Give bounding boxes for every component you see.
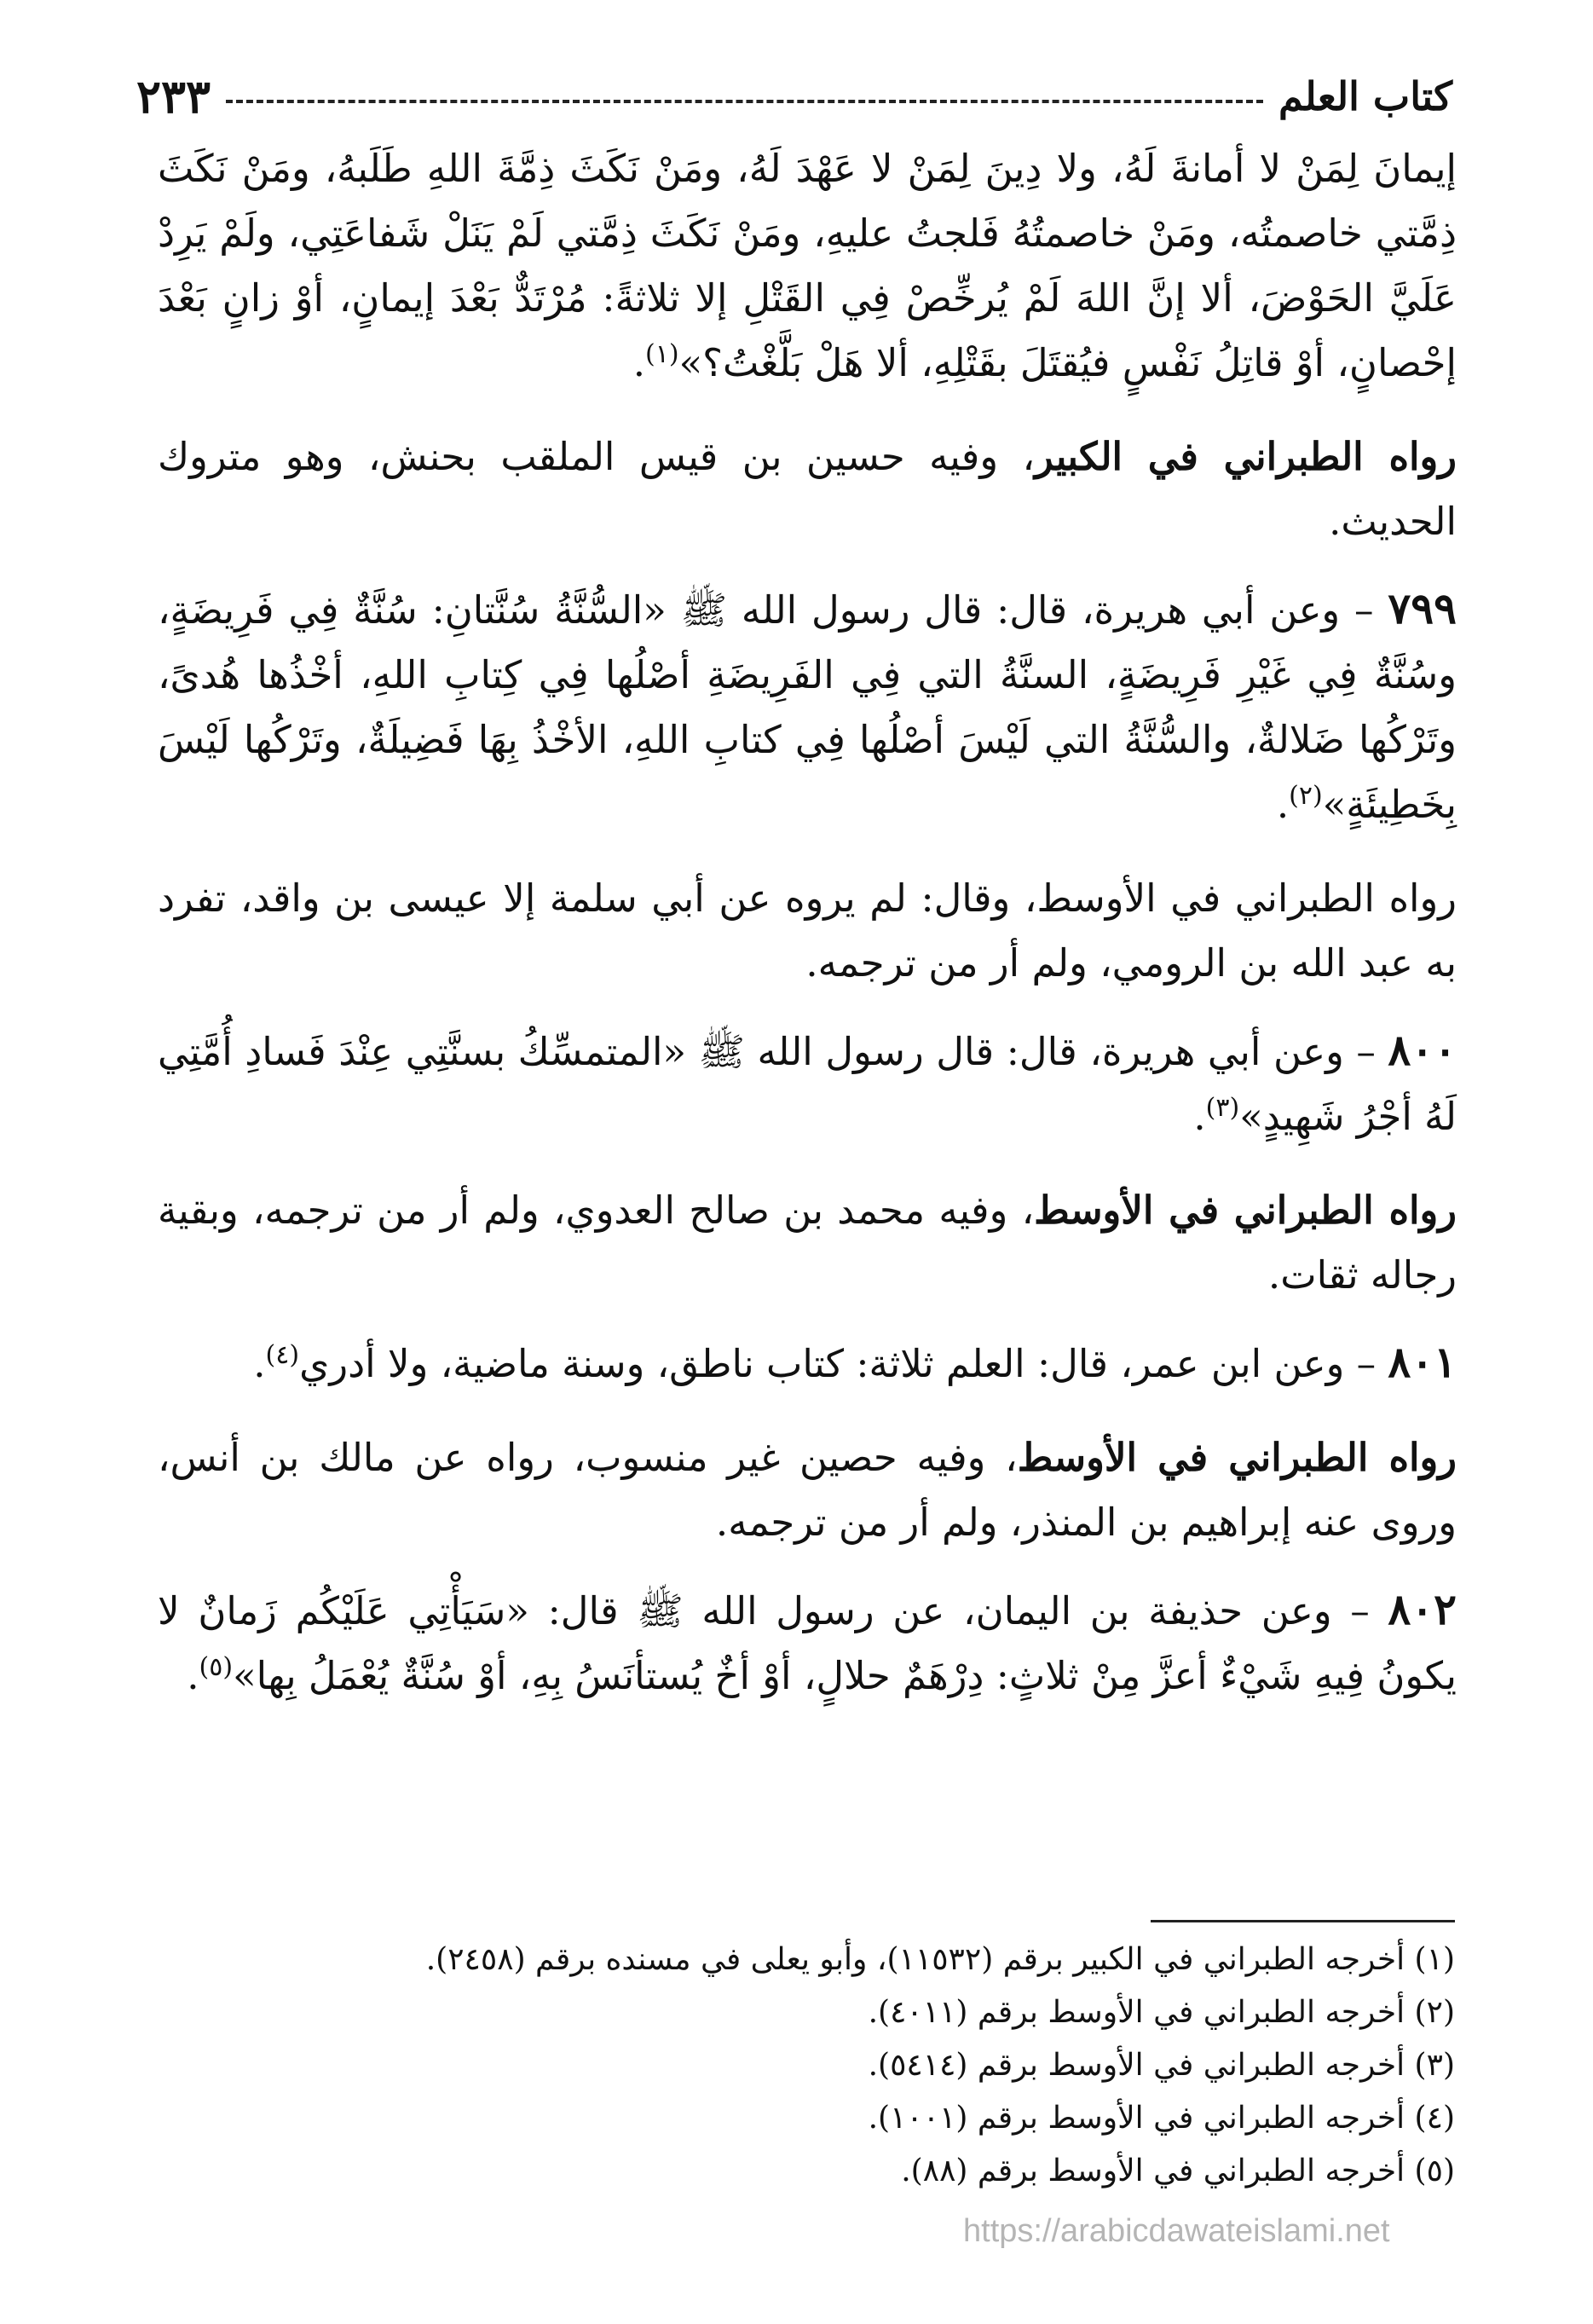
source-name: رواه الطبراني في الأوسط: [1034, 1188, 1457, 1233]
footnote-4: (٤) أخرجه الطبراني في الأوسط برقم (١٠٠١).: [868, 2101, 1455, 2136]
hadith-799: ٧٩٩ – وعن أبي هريرة، قال: قال رسول الله ﷺ «السُّنَّةُ سُنَّتانِ: سُنَّةٌ فِي فَرِيضَةٍ، وسُنَّةٌ فِي غَيْرِ فَرِيضَةٍ، السنَّةُ التي فِي الفَرِيضَةِ أصْلُها فِي كِتابِ اللهِ، أخْذُها هُدىً، وتَرْكُها ضَلالةٌ، والسُّنَّةُ التي لَيْسَ أصْلُها فِي كتابِ اللهِ، الأخْذُ بِهَا فَضِيلَةٌ، وتَرْكُها لَيْسَ بِخَطِيئَةٍ»$^{(٢)}$.: [158, 583, 1457, 827]
takhrij-note: [158, 1178, 1457, 1308]
hadith-text: – وعن حذيفة بن اليمان، عن رسول الله ﷺ قال: «سَيَأْتِي عَلَيْكُم زَمانٌ لا يكونُ فِيهِ شَيْءٌ أعزَّ مِنْ ثلاثٍ: دِرْهَمٌ حلالٍ، أوْ أخٌ يُستأنَسُ بِهِ، أوْ سُنَّةٌ يُعْمَلُ بِها»: [158, 1588, 1457, 1698]
hadith-text: – وعن ابن عمر، قال: العلم ثلاثة: كتاب ناطق، وسنة ماضية، ولا أدري: [299, 1341, 1377, 1386]
footnote-3: (٣) أخرجه الطبراني في الأوسط برقم (٥٤١٤).: [868, 2048, 1455, 2083]
hadith-number: ٧٩٩: [1388, 583, 1457, 633]
takhrij-text: ، وفيه حصين غير منسوب، رواه عن مالك بن أنس، وروى عنه إبراهيم بن المنذر، ولم أر من ترجمه.: [158, 1435, 1457, 1545]
header-dash-rule: [226, 100, 1263, 103]
takhrij-note: [158, 1425, 1457, 1555]
footnote-separator: [1151, 1920, 1455, 1922]
footnote-ref: (١): [645, 339, 679, 369]
hadith-text: إيمانَ لِمَنْ لا أمانةَ لَهُ، ولا دِينَ لِمَنْ لا عَهْدَ لَهُ، ومَنْ نَكَثَ ذِمَّةَ اللهِ طَلَبهُ، ومَنْ نَكَثَ ذِمَّتي خاصمتُه، ومَنْ خاصمتُهُ فَلجتُ عليهِ، ومَنْ نَكَثَ ذِمَّتي لَمْ يَنَلْ شَفاعَتِي، ولَمْ يَرِدْ عَلَيَّ الحَوْضَ، ألا إنَّ اللهَ لَمْ يُرخِّصْ فِي القَتْلِ إلا ثلاثةً: مُرْتَدٌّ بَعْدَ إيمانٍ، أوْ زانٍ بَعْدَ إحْصانٍ، أوْ قاتِلُ نَفْسٍ فيُقتَلَ بقَتْلِهِ، ألا هَلْ بَلَّغْتُ؟»: [158, 146, 1457, 385]
footnote-ref: (٣): [1205, 1093, 1240, 1123]
hadith-number: ٨٠٠: [1388, 1025, 1457, 1075]
takhrij-note: [158, 866, 1457, 996]
hadith-800: ٨٠٠ – وعن أبي هريرة، قال: قال رسول الله ﷺ «المتمسِّكُ بسنَّتِي عِنْدَ فَسادِ أُمَّتِي لَهُ أجْرُ شَهِيدٍ»$^{(٣)}$.: [158, 1025, 1457, 1139]
hadith-number: ٨٠١: [1388, 1337, 1457, 1387]
takhrij-text: ، وفيه حسين بن قيس الملقب بحنش، وهو متروك الحديث.: [158, 434, 1457, 544]
watermark-url: https://arabicdawateislami.net: [963, 2213, 1390, 2249]
hadith-text: – وعن أبي هريرة، قال: قال رسول الله ﷺ «السُّنَّةُ سُنَّتانِ: سُنَّةٌ فِي فَرِيضَةٍ، وسُنَّةٌ فِي غَيْرِ فَرِيضَةٍ، السنَّةُ التي فِي الفَرِيضَةِ أصْلُها فِي كِتابِ اللهِ، أخْذُها هُدىً، وتَرْكُها ضَلالةٌ، والسُّنَّةُ التي لَيْسَ أصْلُها فِي كتابِ اللهِ، الأخْذُ بِهَا فَضِيلَةٌ، وتَرْكُها لَيْسَ بِخَطِيئَةٍ»: [158, 587, 1457, 827]
running-header: [136, 66, 1452, 126]
footnote-ref: (٤): [265, 1340, 300, 1370]
footnote-ref: (٥): [199, 1652, 234, 1682]
main-text: [158, 136, 1457, 1708]
takhrij-text: ، وفيه محمد بن صالح العدوي، ولم أر من ترجمه، وبقية رجاله ثقات.: [158, 1188, 1457, 1298]
hadith-802: ٨٠٢ – وعن حذيفة بن اليمان، عن رسول الله ﷺ قال: «سَيَأْتِي عَلَيْكُم زَمانٌ لا يكونُ فِيهِ شَيْءٌ أعزَّ مِنْ ثلاثٍ: دِرْهَمٌ حلالٍ، أوْ أخٌ يُستأنَسُ بِهِ، أوْ سُنَّةٌ يُعْمَلُ بِها»$^{(٥)}$.: [158, 1584, 1457, 1698]
footnote-2: (٢) أخرجه الطبراني في الأوسط برقم (٤٠١١).: [868, 1995, 1455, 2030]
takhrij-note: [158, 425, 1457, 554]
footnote-5: (٥) أخرجه الطبراني في الأوسط برقم (٨٨).: [901, 2153, 1455, 2188]
hadith-801: ٨٠١ – وعن ابن عمر، قال: العلم ثلاثة: كتاب ناطق، وسنة ماضية، ولا أدري$^{(٤)}$.: [253, 1337, 1457, 1387]
hadith-continuation: إيمانَ لِمَنْ لا أمانةَ لَهُ، ولا دِينَ لِمَنْ لا عَهْدَ لَهُ، ومَنْ نَكَثَ ذِمَّةَ اللهِ طَلَبهُ، ومَنْ نَكَثَ ذِمَّتي خاصمتُه، ومَنْ خاصمتُهُ فَلجتُ عليهِ، ومَنْ نَكَثَ ذِمَّتي لَمْ يَنَلْ شَفاعَتِي، ولَمْ يَرِدْ عَلَيَّ الحَوْضَ، ألا إنَّ اللهَ لَمْ يُرخِّصْ فِي القَتْلِ إلا ثلاثةً: مُرْتَدٌّ بَعْدَ إيمانٍ، أوْ زانٍ بَعْدَ إحْصانٍ، أوْ قاتِلُ نَفْسٍ فيُقتَلَ بقَتْلِهِ، ألا هَلْ بَلَّغْتُ؟»$^{(١)}$.: [158, 146, 1457, 385]
book-title: كتاب العلم: [1278, 73, 1452, 119]
hadith-number: ٨٠٢: [1388, 1584, 1457, 1634]
hadith-text: – وعن أبي هريرة، قال: قال رسول الله ﷺ «المتمسِّكُ بسنَّتِي عِنْدَ فَسادِ أُمَّتِي لَهُ أجْرُ شَهِيدٍ»: [158, 1029, 1457, 1139]
footnote-ref: (٢): [1289, 781, 1323, 811]
footnote-1: (١) أخرجه الطبراني في الكبير برقم (١١٥٣٢)، وأبو يعلى في مسنده برقم (٢٤٥٨).: [425, 1942, 1455, 1977]
takhrij-text: رواه الطبراني في الأوسط، وقال: لم يروه عن أبي سلمة إلا عيسى بن واقد، تفرد به عبد الله بن الرومي، ولم أر من ترجمه.: [158, 876, 1457, 986]
source-name: رواه الطبراني في الكبير: [1034, 434, 1457, 479]
footnotes: [324, 1934, 1455, 2198]
page-number: ٢٣٣: [136, 69, 211, 124]
source-name: رواه الطبراني في الأوسط: [1017, 1435, 1457, 1480]
